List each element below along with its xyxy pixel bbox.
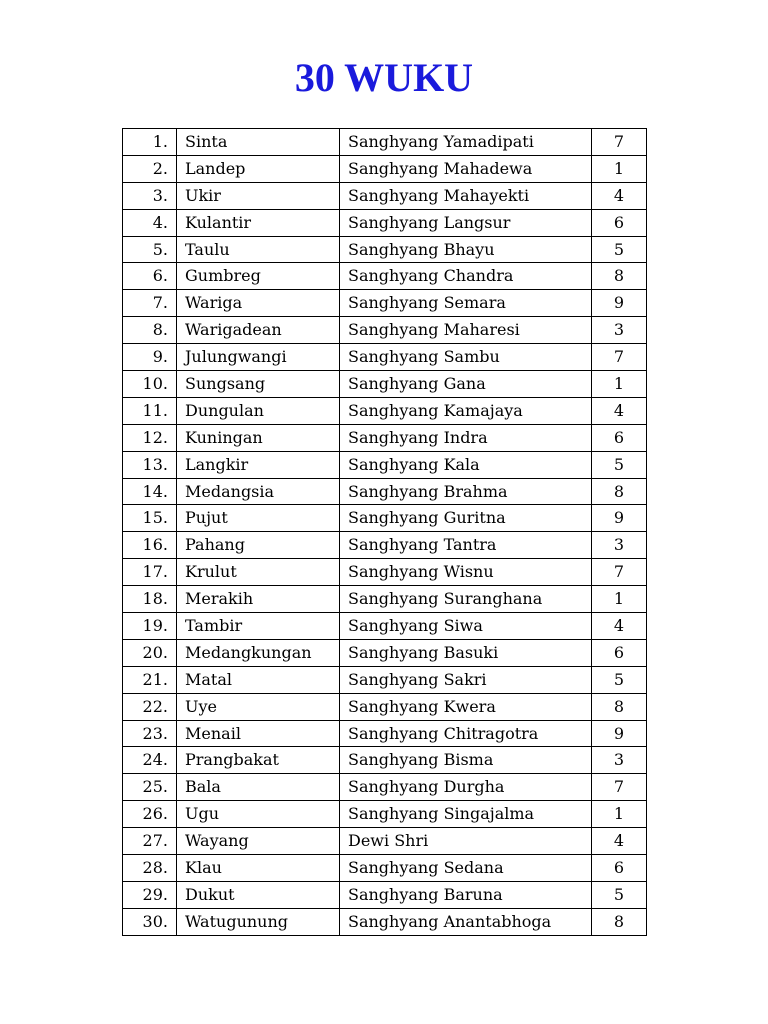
deity-cell: Sanghyang Durgha [340,774,592,801]
table-row [123,478,647,505]
table-row [123,559,647,586]
row-number-cell: 13. [123,451,177,478]
deity-cell: Sanghyang Langsur [340,209,592,236]
value-cell: 1 [592,155,647,182]
table-row [123,801,647,828]
wuku-name-cell: Krulut [177,559,340,586]
table-row [123,236,647,263]
table-row [123,397,647,424]
value-cell: 8 [592,263,647,290]
deity-cell: Sanghyang Basuki [340,639,592,666]
row-number-cell: 8. [123,317,177,344]
deity-cell: Sanghyang Wisnu [340,559,592,586]
row-number-cell: 9. [123,344,177,371]
row-number-cell: 7. [123,290,177,317]
wuku-name-cell: Wayang [177,828,340,855]
table-row [123,344,647,371]
table-row [123,693,647,720]
value-cell: 8 [592,908,647,935]
value-cell: 1 [592,801,647,828]
value-cell: 7 [592,344,647,371]
wuku-name-cell: Langkir [177,451,340,478]
row-number-cell: 1. [123,129,177,156]
table-row [123,747,647,774]
wuku-name-cell: Matal [177,666,340,693]
row-number-cell: 2. [123,155,177,182]
deity-cell: Sanghyang Bisma [340,747,592,774]
row-number-cell: 29. [123,881,177,908]
wuku-name-cell: Uye [177,693,340,720]
wuku-name-cell: Menail [177,720,340,747]
wuku-name-cell: Medangsia [177,478,340,505]
wuku-name-cell: Klau [177,855,340,882]
row-number-cell: 21. [123,666,177,693]
table-row [123,532,647,559]
table-row [123,720,647,747]
row-number-cell: 14. [123,478,177,505]
deity-cell: Sanghyang Kala [340,451,592,478]
value-cell: 4 [592,828,647,855]
deity-cell: Sanghyang Tantra [340,532,592,559]
row-number-cell: 28. [123,855,177,882]
table-row [123,155,647,182]
wuku-name-cell: Bala [177,774,340,801]
wuku-name-cell: Prangbakat [177,747,340,774]
value-cell: 4 [592,182,647,209]
value-cell: 3 [592,532,647,559]
wuku-name-cell: Dukut [177,881,340,908]
row-number-cell: 5. [123,236,177,263]
wuku-name-cell: Dungulan [177,397,340,424]
wuku-name-cell: Watugunung [177,908,340,935]
value-cell: 7 [592,129,647,156]
table-row [123,371,647,398]
value-cell: 5 [592,236,647,263]
table-row [123,666,647,693]
table-row [123,424,647,451]
row-number-cell: 24. [123,747,177,774]
deity-cell: Dewi Shri [340,828,592,855]
value-cell: 5 [592,666,647,693]
value-cell: 3 [592,747,647,774]
wuku-table [122,128,647,936]
wuku-name-cell: Tambir [177,613,340,640]
deity-cell: Sanghyang Kwera [340,693,592,720]
table-row [123,182,647,209]
wuku-name-cell: Wariga [177,290,340,317]
value-cell: 9 [592,720,647,747]
value-cell: 6 [592,639,647,666]
wuku-name-cell: Pahang [177,532,340,559]
row-number-cell: 27. [123,828,177,855]
value-cell: 4 [592,613,647,640]
row-number-cell: 20. [123,639,177,666]
table-row [123,263,647,290]
row-number-cell: 23. [123,720,177,747]
value-cell: 5 [592,451,647,478]
row-number-cell: 30. [123,908,177,935]
deity-cell: Sanghyang Indra [340,424,592,451]
value-cell: 9 [592,505,647,532]
row-number-cell: 11. [123,397,177,424]
deity-cell: Sanghyang Mahadewa [340,155,592,182]
wuku-table-body [123,129,647,936]
table-row [123,317,647,344]
row-number-cell: 6. [123,263,177,290]
deity-cell: Sanghyang Sambu [340,344,592,371]
row-number-cell: 12. [123,424,177,451]
row-number-cell: 18. [123,586,177,613]
table-row [123,290,647,317]
row-number-cell: 25. [123,774,177,801]
table-row [123,828,647,855]
wuku-name-cell: Taulu [177,236,340,263]
table-row [123,855,647,882]
row-number-cell: 15. [123,505,177,532]
table-row [123,774,647,801]
value-cell: 6 [592,209,647,236]
row-number-cell: 17. [123,559,177,586]
deity-cell: Sanghyang Gana [340,371,592,398]
deity-cell: Sanghyang Maharesi [340,317,592,344]
deity-cell: Sanghyang Sakri [340,666,592,693]
deity-cell: Sanghyang Chitragotra [340,720,592,747]
table-row [123,639,647,666]
row-number-cell: 3. [123,182,177,209]
deity-cell: Sanghyang Brahma [340,478,592,505]
wuku-name-cell: Pujut [177,505,340,532]
value-cell: 6 [592,424,647,451]
row-number-cell: 26. [123,801,177,828]
table-row [123,505,647,532]
value-cell: 1 [592,586,647,613]
row-number-cell: 4. [123,209,177,236]
value-cell: 9 [592,290,647,317]
row-number-cell: 22. [123,693,177,720]
table-row [123,613,647,640]
value-cell: 4 [592,397,647,424]
wuku-name-cell: Sinta [177,129,340,156]
table-row [123,586,647,613]
table-row [123,129,647,156]
wuku-name-cell: Ugu [177,801,340,828]
value-cell: 3 [592,317,647,344]
value-cell: 7 [592,774,647,801]
wuku-name-cell: Sungsang [177,371,340,398]
row-number-cell: 16. [123,532,177,559]
deity-cell: Sanghyang Bhayu [340,236,592,263]
wuku-name-cell: Kulantir [177,209,340,236]
deity-cell: Sanghyang Siwa [340,613,592,640]
table-row [123,209,647,236]
deity-cell: Sanghyang Yamadipati [340,129,592,156]
deity-cell: Sanghyang Anantabhoga [340,908,592,935]
wuku-name-cell: Warigadean [177,317,340,344]
value-cell: 5 [592,881,647,908]
row-number-cell: 10. [123,371,177,398]
value-cell: 8 [592,478,647,505]
row-number-cell: 19. [123,613,177,640]
deity-cell: Sanghyang Mahayekti [340,182,592,209]
wuku-name-cell: Landep [177,155,340,182]
wuku-name-cell: Medangkungan [177,639,340,666]
deity-cell: Sanghyang Suranghana [340,586,592,613]
page-title: 30 WUKU [294,55,474,100]
deity-cell: Sanghyang Guritna [340,505,592,532]
wuku-name-cell: Merakih [177,586,340,613]
wuku-name-cell: Julungwangi [177,344,340,371]
deity-cell: Sanghyang Chandra [340,263,592,290]
value-cell: 8 [592,693,647,720]
table-row [123,881,647,908]
table-row [123,451,647,478]
value-cell: 1 [592,371,647,398]
wuku-name-cell: Kuningan [177,424,340,451]
value-cell: 6 [592,855,647,882]
deity-cell: Sanghyang Sedana [340,855,592,882]
value-cell: 7 [592,559,647,586]
table-row [123,908,647,935]
deity-cell: Sanghyang Baruna [340,881,592,908]
wuku-name-cell: Ukir [177,182,340,209]
deity-cell: Sanghyang Semara [340,290,592,317]
wuku-name-cell: Gumbreg [177,263,340,290]
deity-cell: Sanghyang Kamajaya [340,397,592,424]
deity-cell: Sanghyang Singajalma [340,801,592,828]
